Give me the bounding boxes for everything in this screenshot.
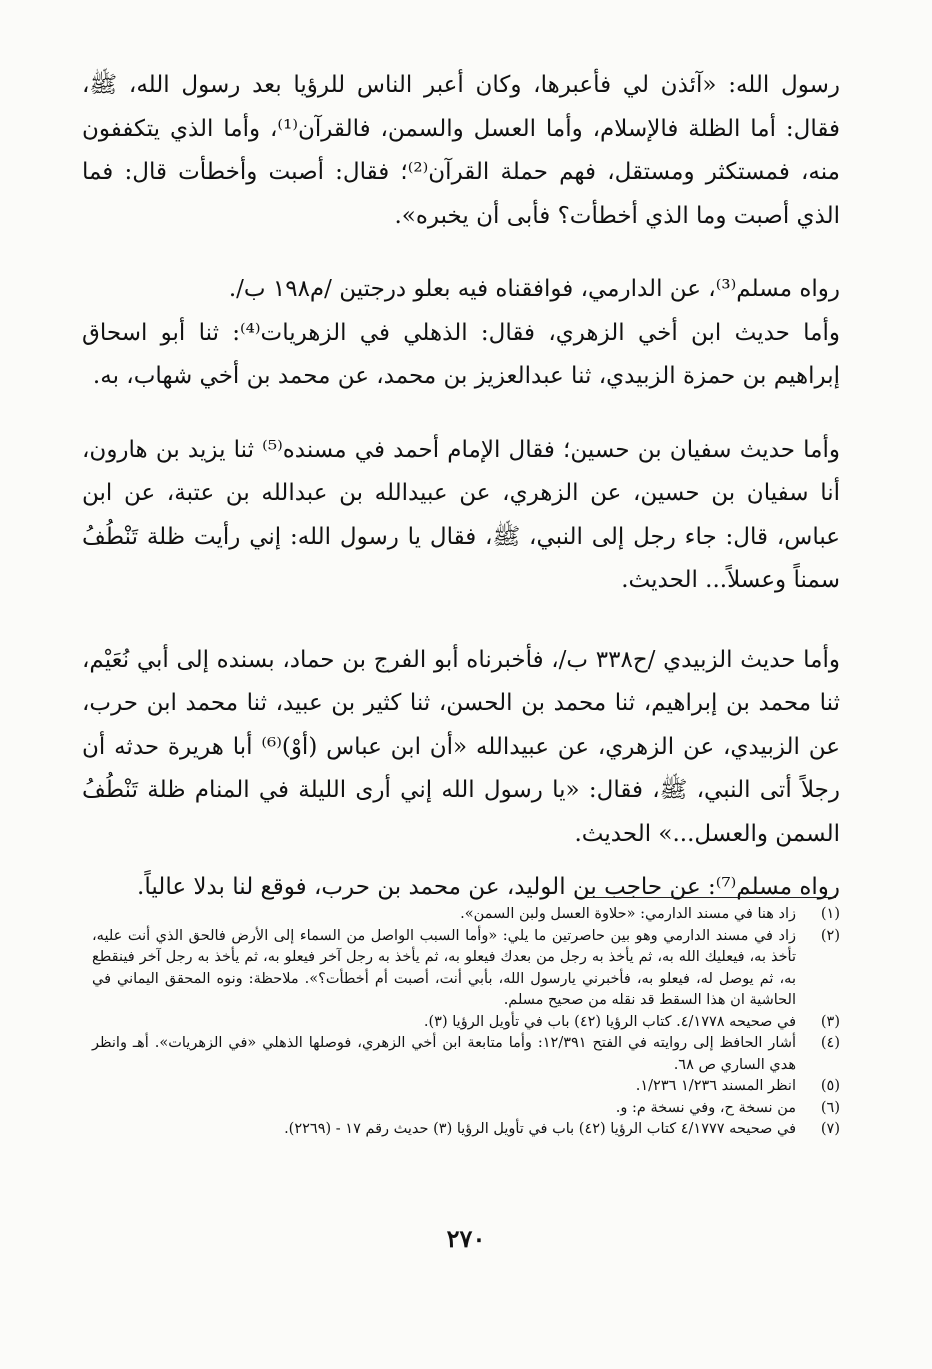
- main-text: [82, 64, 840, 910]
- footnote-number: (٧): [820, 1121, 840, 1137]
- footnote-text: في صحيحه ٤/١٧٧٨. كتاب الرؤيا (٤٢) باب في تأويل الرؤيا (٣).: [423, 1013, 796, 1030]
- footnote-text: أشار الحافظ إلى روايته في الفتح ١٢/٣٩١: وأما متابعة ابن أخي الزهري، فوصلها الذهلي «في الزهريات». أهـ وانظر هدي الساري ص ٦٨.: [92, 1035, 796, 1073]
- footnote-text: زاد في مسند الدارمي وهو بين حاصرتين ما يلي: «وأما السبب الواصل من السماء إلى الأرض فالحق الذي أنت عليه، تأخذ به، فيعليك الله به، ثم يأخذ به رجل من بعدك فيعلو به، ثم يأخذ به رجل آخر فيعلو به، ثم يأخذ به رجل آخر فينقطع به، ثم يوصل له، فيعلو به، فأخبرني يارسول الله، بأبي أنت، أصبت أم أخطأت؟». ملاحظة: ونوه المحقق اليماني في الحاشية ان هذا السقط قد نقله من صحيح مسلم.: [92, 927, 796, 1008]
- footnote: [92, 926, 840, 1012]
- footnote-number: (١): [820, 906, 840, 922]
- footnote-text: زاد هنا في مسند الدارمي: «حلاوة العسل ولبن السمن».: [460, 906, 796, 922]
- footnote-number: (٣): [820, 1013, 840, 1030]
- footnote: [92, 1012, 840, 1034]
- paragraph: وأما حديث سفيان بن حسين؛ فقال الإمام أحمد في مسنده⁽⁵⁾ ثنا يزيد بن هارون، أنا سفيان بن حسين، عن الزهري، عن عبيدالله بن عبدالله بن عتبة، عن ابن عباس، قال: جاء رجل إلى النبي، ﷺ، فقال يا رسول الله: إني رأيت ظلة تَنْطُفُ سمناً وعسلاً... الحديث.: [82, 436, 841, 593]
- footnote: [92, 1076, 840, 1098]
- footnote: [92, 1119, 840, 1141]
- footnote-divider: [578, 897, 836, 898]
- paragraph: وأما حديث ابن أخي الزهري، فقال: الذهلي في الزهريات⁽⁴⁾: ثنا أبو اسحاق إبراهيم بن حمزة الزبيدي، ثنا عبدالعزيز بن محمد، عن محمد بن أخي شهاب، به.: [82, 319, 840, 389]
- paragraph: رسول الله: «آئذن لي فأعبرها، وكان أعبر الناس للرؤيا بعد رسول الله، ﷺ، فقال: أما الظلة فالإسلام، وأما العسل والسمن، فالقرآن⁽¹⁾، وأما الذي يتكففون منه، فمستكثر ومستقل، فهم حملة القرآن⁽²⁾؛ فقال: أصبت وأخطأت قال: فما الذي أصبت وما الذي أخطأت؟ فأبى أن يخبره».: [82, 72, 841, 229]
- footnote-number: (٦): [820, 1099, 840, 1116]
- footnote-number: (٢): [820, 927, 840, 944]
- footnote-text: في صحيحه ٤/١٧٧٧ كتاب الرؤيا (٤٢) باب في تأويل الرؤيا (٣) حديث رقم ١٧ - (٢٢٦٩).: [284, 1121, 796, 1137]
- footnote-number: (٥): [820, 1078, 840, 1094]
- paragraph: رواه مسلم⁽³⁾، عن الدارمي، فوافقناه فيه بعلو درجتين /م١٩٨ ب/.: [228, 276, 840, 302]
- footnote: [92, 904, 840, 926]
- footnote: [92, 1033, 840, 1076]
- paragraph: رواه مسلم⁽⁷⁾: عن حاجب بن الوليد، عن محمد بن حرب، فوقع لنا بدلا عالياً.: [137, 874, 840, 900]
- footnote-text: انظر المسند ١/٢٣٦ ١/٢٣٦.: [635, 1078, 796, 1094]
- page-number: ٢٧٠: [446, 1224, 486, 1253]
- footnotes: [92, 904, 840, 1141]
- footnote-text: من نسخة ح، وفي نسخة م: و.: [615, 1099, 796, 1116]
- footnote: [92, 1098, 840, 1120]
- footnote-number: (٤): [820, 1035, 840, 1051]
- paragraph: وأما حديث الزبيدي /ح٣٣٨ ب/، فأخبرناه أبو الفرج بن حماد، بسنده إلى أبي نُعَيْم، ثنا محمد بن إبراهيم، ثنا محمد بن الحسن، ثنا كثير بن عبيد، ثنا محمد ابن حرب، عن الزبيدي، عن الزهري، عن عبيدالله «أن ابن عباس (أوْ)⁽⁶⁾ أبا هريرة حدثه أن رجلاً أتى النبي، ﷺ، فقال: «يا رسول الله إني أرى الليلة في المنام ظلة تَنْطُفُ السمن والعسل...» الحديث.: [82, 646, 840, 847]
